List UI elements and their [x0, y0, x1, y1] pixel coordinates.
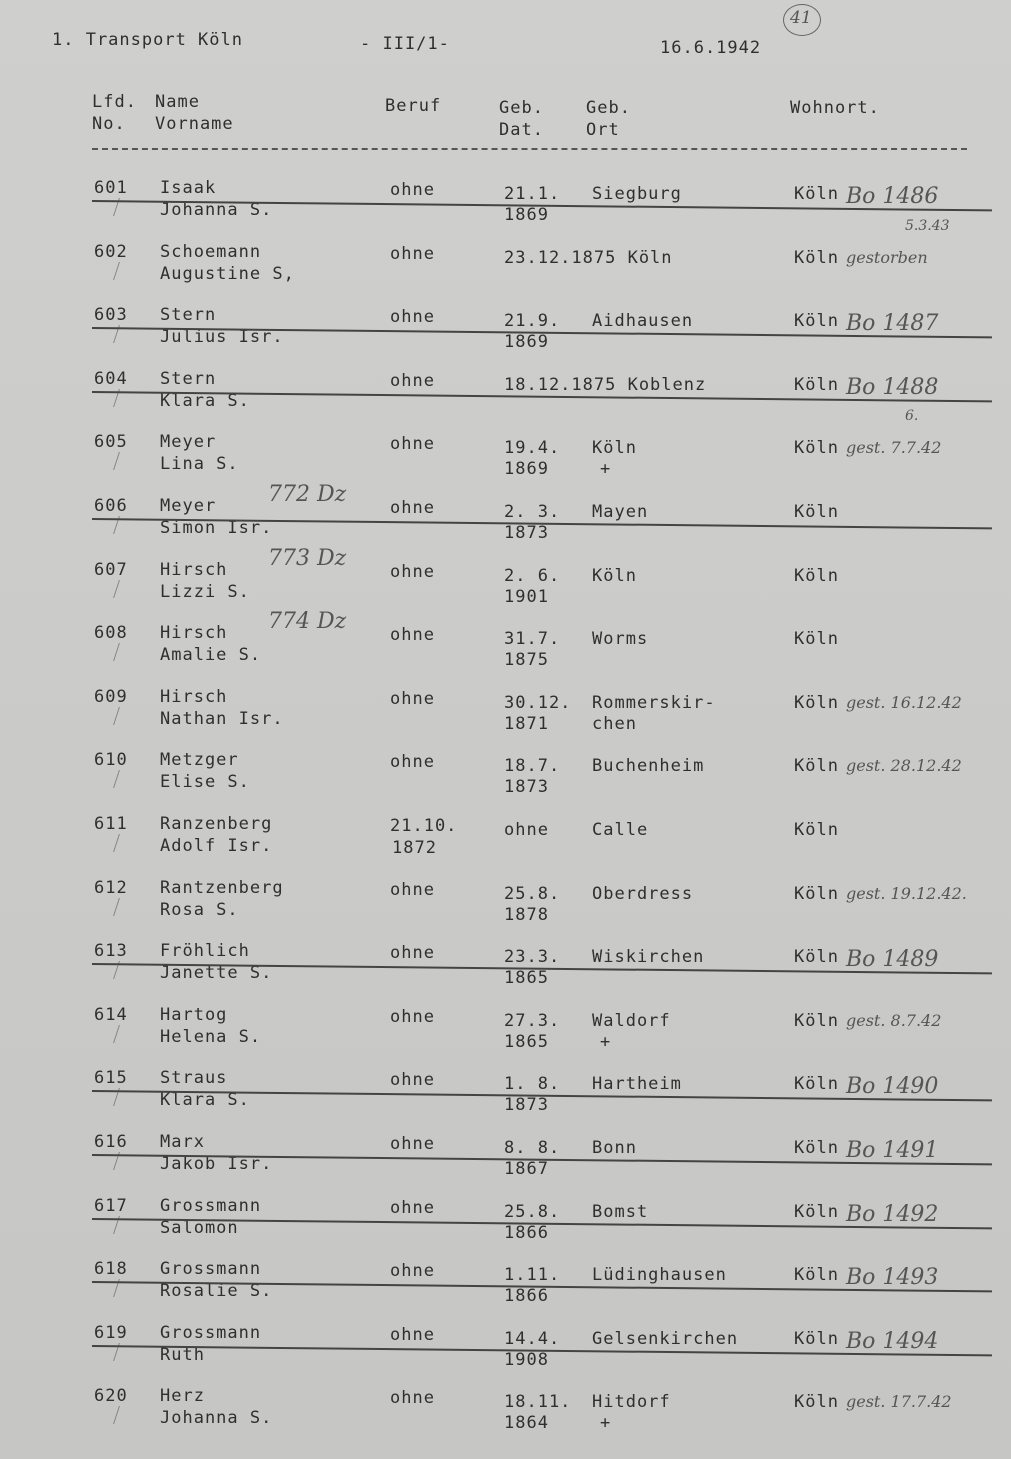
table-row: [0, 1386, 1011, 1450]
given-name: Elise S.: [160, 772, 250, 793]
row-number: 609: [94, 686, 128, 707]
given-name: Klara S.: [160, 1090, 250, 1111]
occupation: ohne: [390, 1070, 435, 1091]
table-row: [0, 305, 1011, 369]
birth-place: Wiskirchen: [592, 947, 705, 968]
table-row: [0, 545, 1011, 624]
birth-place: Köln: [592, 565, 637, 586]
residence: Köln: [794, 756, 839, 777]
check-mark: [103, 262, 120, 280]
occupation-line-2: 1872: [392, 838, 437, 858]
birth-date: 1.11.: [504, 1265, 561, 1286]
occupation: ohne: [390, 688, 435, 709]
residence: Köln: [794, 1138, 839, 1158]
occupation: ohne: [390, 498, 435, 518]
surname: Meyer: [160, 496, 217, 516]
birth-date: 30.12.: [504, 692, 572, 713]
row-number: 607: [94, 559, 128, 580]
birth-year: 1878: [504, 904, 549, 925]
residence: Köln: [794, 502, 839, 522]
birth-date: 23.12.1875 Köln: [504, 247, 673, 268]
handwritten-note: Bo 1490: [846, 1074, 939, 1100]
birth-year: 1867: [504, 1159, 549, 1179]
birth-place-line-2: +: [600, 459, 612, 480]
given-name: Johanna S.: [160, 1408, 273, 1429]
occupation: ohne: [390, 1134, 435, 1154]
row-number: 604: [94, 368, 128, 389]
page-number: 41: [790, 8, 812, 28]
col-beruf: Beruf: [385, 96, 442, 116]
table-row: [0, 1259, 1011, 1323]
check-mark: [103, 643, 120, 661]
given-name: Ruth: [160, 1344, 205, 1365]
handwritten-note: Bo 1487: [846, 311, 939, 337]
surname: Stern: [160, 368, 217, 389]
occupation: ohne: [390, 1324, 435, 1345]
given-name: Lina S.: [160, 454, 239, 475]
table-row: [0, 814, 1011, 878]
occupation: ohne: [390, 243, 435, 264]
birth-year: 1869: [504, 332, 549, 353]
table-row: [0, 1068, 1011, 1132]
occupation: ohne: [390, 752, 435, 773]
table-row: [0, 408, 1011, 496]
check-mark: [103, 770, 120, 788]
col-name: Name: [155, 92, 200, 112]
row-number: 606: [94, 496, 128, 516]
birth-year: 1866: [504, 1222, 549, 1243]
occupation: ohne: [390, 307, 435, 328]
occupation: ohne: [390, 561, 435, 582]
birth-place: Mayen: [592, 502, 649, 522]
birth-place: Lüdinghausen: [592, 1265, 727, 1286]
birth-year: 1873: [504, 777, 549, 798]
check-mark: [103, 707, 120, 725]
row-number: 612: [94, 877, 128, 898]
transport-title: 1. Transport Köln: [52, 30, 243, 50]
surname: Meyer: [160, 432, 217, 453]
birth-year: 1869: [504, 205, 549, 225]
check-mark: [103, 898, 120, 916]
table-row: [0, 1005, 1011, 1069]
given-name: Johanna S.: [160, 200, 273, 220]
residence: Köln: [794, 1265, 839, 1286]
handwritten-annotation: 772 Dz: [268, 482, 347, 507]
surname: Schoemann: [160, 241, 262, 262]
surname: Hirsch: [160, 559, 228, 580]
birth-year: 1865: [504, 968, 549, 989]
col-geb-ort-2: Ort: [586, 120, 620, 140]
birth-place: Buchenheim: [592, 756, 705, 777]
handwritten-note: gest. 16.12.42: [846, 692, 962, 712]
occupation: ohne: [390, 1388, 435, 1409]
birth-place: Siegburg: [592, 184, 682, 204]
row-number: 611: [94, 814, 128, 834]
table-row: [0, 1323, 1011, 1387]
birth-date: 25.8.: [504, 883, 561, 904]
handwritten-note: gest. 8.7.42: [846, 1010, 942, 1030]
occupation: ohne: [390, 434, 435, 455]
birth-year: 1908: [504, 1349, 549, 1370]
residence: Köln: [794, 374, 839, 395]
birth-place-line-2: +: [600, 1031, 612, 1052]
occupation: ohne: [390, 625, 435, 646]
birth-date: 18.12.1875 Koblenz: [504, 374, 707, 395]
birth-place: Waldorf: [592, 1010, 671, 1031]
check-mark: [103, 834, 120, 852]
col-vorname: Vorname: [155, 114, 234, 134]
surname: Hirsch: [160, 686, 228, 707]
table-row: [0, 941, 1011, 1005]
given-name: Rosa S.: [160, 899, 239, 920]
birth-date: 8. 8.: [504, 1138, 561, 1158]
table-row: [0, 878, 1011, 942]
birth-year: 1901: [504, 586, 549, 607]
birth-date: 18.11.: [504, 1392, 572, 1413]
col-wohnort: Wohnort.: [790, 98, 880, 118]
surname: Fröhlich: [160, 941, 250, 962]
header-divider: [92, 148, 967, 150]
table-row: [0, 1196, 1011, 1260]
given-name: Adolf Isr.: [160, 836, 273, 856]
birth-date: 14.4.: [504, 1328, 561, 1349]
birth-place: Bomst: [592, 1201, 649, 1222]
surname: Hirsch: [160, 623, 228, 644]
residence: Köln: [794, 820, 839, 840]
row-number: 610: [94, 750, 128, 771]
table-row: [0, 750, 1011, 814]
residence: Köln: [794, 1201, 839, 1222]
handwritten-note: Bo 1488: [846, 374, 939, 400]
table-row: [0, 217, 1011, 306]
col-geb-dat-2: Dat.: [499, 120, 544, 140]
row-number: 617: [94, 1195, 128, 1216]
handwritten-note: Bo 1494: [846, 1328, 939, 1354]
handwritten-note: Bo 1489: [846, 947, 939, 973]
surname: Isaak: [160, 178, 217, 198]
occupation: ohne: [390, 1006, 435, 1027]
residence: Köln: [794, 1010, 839, 1031]
occupation: ohne: [390, 1261, 435, 1282]
birth-date: 2. 3.: [504, 502, 561, 522]
residence: Köln: [794, 438, 839, 459]
birth-date: 1. 8.: [504, 1074, 561, 1095]
document-code: - III/1-: [360, 34, 450, 54]
occupation: ohne: [390, 1197, 435, 1218]
residence: Köln: [794, 1392, 839, 1413]
row-number: 615: [94, 1068, 128, 1089]
birth-year: 1869: [504, 459, 549, 480]
table-row: [0, 687, 1011, 751]
surname: Herz: [160, 1386, 205, 1407]
check-mark: [103, 452, 120, 470]
handwritten-note: Bo 1493: [846, 1265, 939, 1291]
residence: Köln: [794, 311, 839, 332]
given-name: Lizzi S.: [160, 581, 250, 602]
birth-place-line-2: +: [600, 1413, 612, 1434]
birth-date: ohne: [504, 820, 549, 840]
given-name: Julius Isr.: [160, 327, 284, 348]
handwritten-note: Bo 1491: [846, 1138, 939, 1163]
birth-place: Oberdress: [592, 883, 694, 904]
row-number: 616: [94, 1132, 128, 1152]
table-row: [0, 1132, 1011, 1196]
birth-place: Calle: [592, 820, 649, 840]
birth-year: 1871: [504, 713, 549, 734]
birth-date: 2. 6.: [504, 565, 561, 586]
row-number: 605: [94, 432, 128, 453]
surname: Straus: [160, 1068, 228, 1089]
birth-date: 27.3.: [504, 1010, 561, 1031]
birth-date: 23.3.: [504, 947, 561, 968]
check-mark: [103, 1406, 120, 1424]
birth-date: 19.4.: [504, 438, 561, 459]
residence: Köln: [794, 629, 839, 650]
birth-place: Aidhausen: [592, 311, 694, 332]
given-name: Jakob Isr.: [160, 1154, 273, 1174]
birth-date: 21.1.: [504, 184, 561, 204]
residence: Köln: [794, 247, 839, 268]
given-name: Augustine S,: [160, 263, 295, 284]
surname: Rantzenberg: [160, 877, 284, 898]
given-name: Helena S.: [160, 1026, 262, 1047]
handwritten-annotation: 5.3.43: [905, 217, 950, 234]
given-name: Janette S.: [160, 963, 273, 984]
occupation: ohne: [390, 943, 435, 964]
surname: Grossmann: [160, 1259, 262, 1280]
table-row: [0, 482, 1011, 560]
surname: Hartog: [160, 1004, 228, 1025]
birth-place-line-2: chen: [592, 713, 637, 734]
row-number: 613: [94, 941, 128, 962]
handwritten-annotation: 6.: [905, 408, 919, 425]
handwritten-annotation: 774 Dz: [268, 609, 347, 635]
col-geb-dat-1: Geb.: [499, 98, 544, 118]
birth-year: 1865: [504, 1031, 549, 1052]
surname: Grossmann: [160, 1322, 262, 1343]
given-name: Simon Isr.: [160, 518, 273, 538]
handwritten-annotation: 773 Dz: [268, 545, 347, 571]
residence: Köln: [794, 947, 839, 968]
row-number: 608: [94, 623, 128, 644]
birth-place: Köln: [592, 438, 637, 459]
occupation: ohne: [390, 180, 435, 200]
residence: Köln: [794, 692, 839, 713]
row-number: 619: [94, 1322, 128, 1343]
surname: Marx: [160, 1132, 205, 1152]
surname: Grossmann: [160, 1195, 262, 1216]
check-mark: [103, 1025, 120, 1043]
birth-place: Bonn: [592, 1138, 637, 1158]
surname: Metzger: [160, 750, 239, 771]
row-number: 618: [94, 1259, 128, 1280]
row-number: 601: [94, 178, 128, 198]
handwritten-note: gestorben: [846, 247, 928, 267]
row-number: 614: [94, 1004, 128, 1025]
table-row: [0, 369, 1011, 433]
residence: Köln: [794, 565, 839, 586]
handwritten-note: gest. 7.7.42: [846, 438, 942, 458]
row-number: 602: [94, 241, 128, 262]
surname: Ranzenberg: [160, 814, 273, 834]
given-name: Salomon: [160, 1217, 239, 1238]
birth-year: 1873: [504, 1095, 549, 1116]
check-mark: [103, 580, 120, 598]
birth-year: 1875: [504, 650, 549, 671]
col-geb-ort-1: Geb.: [586, 98, 631, 118]
birth-date: 25.8.: [504, 1201, 561, 1222]
residence: Köln: [794, 1328, 839, 1349]
handwritten-note: Bo 1492: [846, 1201, 939, 1227]
table-row: [0, 609, 1011, 687]
birth-year: 1873: [504, 523, 549, 543]
col-no: No.: [92, 114, 126, 134]
given-name: Nathan Isr.: [160, 708, 284, 729]
birth-date: 21.9.: [504, 311, 561, 332]
residence: Köln: [794, 1074, 839, 1095]
occupation: 21.10.: [390, 816, 458, 836]
document-date: 16.6.1942: [660, 38, 762, 58]
birth-place: Rommerskir-: [592, 692, 716, 713]
col-lfd: Lfd.: [92, 92, 137, 112]
birth-place: Gelsenkirchen: [592, 1328, 739, 1349]
handwritten-note: gest. 28.12.42: [846, 756, 962, 776]
birth-date: 18.7.: [504, 756, 561, 777]
table-row: [0, 178, 1011, 242]
handwritten-note: Bo 1486: [846, 184, 939, 209]
occupation: ohne: [390, 879, 435, 900]
handwritten-note: gest. 17.7.42: [846, 1392, 952, 1412]
birth-place: Hitdorf: [592, 1392, 671, 1413]
birth-place: Hartheim: [592, 1074, 682, 1095]
given-name: Amalie S.: [160, 645, 262, 666]
birth-year: 1866: [504, 1286, 549, 1307]
birth-date: 31.7.: [504, 629, 561, 650]
surname: Stern: [160, 305, 217, 326]
residence: Köln: [794, 184, 839, 204]
given-name: Rosalie S.: [160, 1281, 273, 1302]
residence: Köln: [794, 883, 839, 904]
row-number: 603: [94, 305, 128, 326]
birth-place: Worms: [592, 629, 649, 650]
row-number: 620: [94, 1386, 128, 1407]
occupation: ohne: [390, 370, 435, 391]
birth-year: 1864: [504, 1413, 549, 1434]
handwritten-note: gest. 19.12.42.: [846, 883, 967, 903]
given-name: Klara S.: [160, 390, 250, 411]
